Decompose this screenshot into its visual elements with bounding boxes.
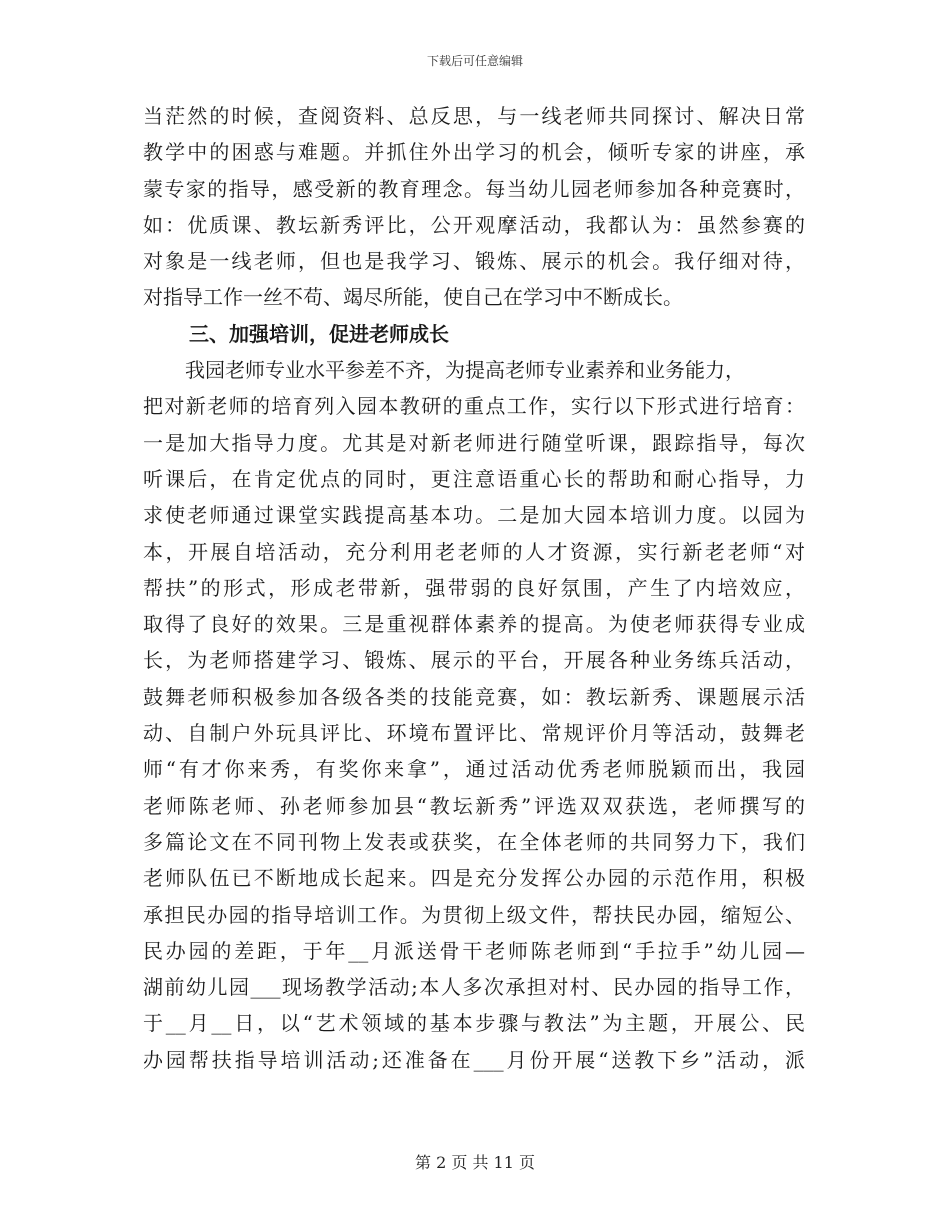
text-line: 办园帮扶指导培训活动;还准备在___月份开展“送教下乡”活动，派 [143, 1047, 805, 1072]
text-line: 蒙专家的指导，感受新的教育理念。每当幼儿园老师参加各种竞赛时， [143, 176, 805, 201]
text-line: 湖前幼儿园___现场教学活动;本人多次承担对村、民办园的指导工作， [143, 975, 805, 1000]
text-line: 一是加大指导力度。尤其是对新老师进行随堂听课，跟踪指导，每次 [143, 430, 805, 455]
text-line: 鼓舞老师积极参加各级各类的技能竞赛，如：教坛新秀、课题展示活 [143, 684, 805, 709]
text-line: 老师队伍已不断地成长起来。四是充分发挥公办园的示范作用，积极 [143, 866, 805, 891]
text-line: 长，为老师搭建学习、锻炼、展示的平台，开展各种业务练兵活动， [143, 648, 805, 673]
text-line: 对象是一线老师，但也是我学习、锻炼、展示的机会。我仔细对待， [143, 249, 805, 274]
text-line: 承担民办园的指导培训工作。为贯彻上级文件，帮扶民办园，缩短公、 [143, 902, 805, 927]
text-line: 动、自制户外玩具评比、环境布置评比、常规评价月等活动，鼓舞老 [143, 721, 805, 746]
text-line: 民办园的差距，于年__月派送骨干老师陈老师到“手拉手”幼儿园— [143, 938, 805, 963]
text-line: 我园老师专业水平参差不齐，为提高老师专业素养和业务能力， [185, 358, 745, 383]
text-line: 本，开展自培活动，充分利用老老师的人才资源，实行新老老师“对 [143, 539, 805, 564]
page-header-note: 下载后可任意编辑 [426, 54, 523, 68]
text-line: 于__月__日，以“艺术领域的基本步骤与教法”为主题，开展公、民 [143, 1011, 805, 1036]
text-line: 求使老师通过课堂实践提高基本功。二是加大园本培训力度。以园为 [143, 503, 805, 528]
text-line: 老师陈老师、孙老师参加县“教坛新秀”评选双双获选，老师撰写的 [143, 793, 805, 818]
text-line: 取得了良好的效果。三是重视群体素养的提高。为使老师获得专业成 [143, 612, 805, 637]
text-line: 帮扶”的形式，形成老带新，强带弱的良好氛围，产生了内培效应， [143, 575, 805, 600]
text-line: 多篇论文在不同刊物上发表或获奖，在全体老师的共同努力下，我们 [143, 829, 805, 854]
text-line: 对指导工作一丝不苟、竭尽所能，使自己在学习中不断成长。 [143, 285, 683, 310]
text-line: 当茫然的时候，查阅资料、总反思，与一线老师共同探讨、解决日常 [143, 104, 805, 128]
page-number-footer: 第 2 页 共 11 页 [415, 1153, 535, 1172]
section-heading: 三、加强培训，促进老师成长 [189, 321, 449, 346]
text-line: 教学中的困惑与难题。并抓住外出学习的机会，倾听专家的讲座，承 [143, 140, 805, 165]
text-line: 如：优质课、教坛新秀评比，公开观摩活动，我都认为：虽然参赛的 [143, 212, 805, 237]
text-line: 把对新老师的培育列入园本教研的重点工作，实行以下形式进行培育： [143, 394, 805, 419]
text-line: 听课后，在肯定优点的同时，更注意语重心长的帮助和耐心指导，力 [143, 466, 805, 491]
text-line: 师“有才你来秀，有奖你来拿”，通过活动优秀老师脱颖而出，我园 [143, 757, 805, 782]
document-body [143, 98, 805, 1078]
